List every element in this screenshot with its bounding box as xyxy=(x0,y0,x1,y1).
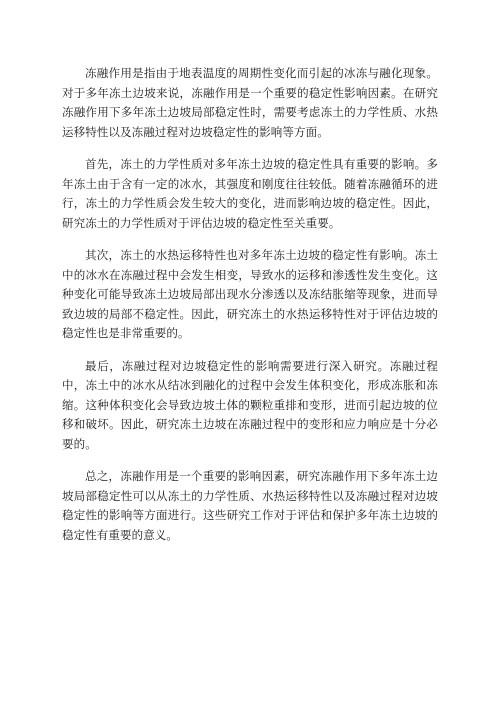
paragraph-conclusion: 总之，冻融作用是一个重要的影响因素，研究冻融作用下多年冻土边坡局部稳定性可以从冻土的力学性质、水热运移特性以及冻融过程对边坡稳定性的影响等方面进行。这些研究工作对于评估和保护多年冻土边坡的稳定性有重要的意义。 xyxy=(62,469,438,542)
document-body xyxy=(62,64,438,558)
paragraph-freeze-thaw-process: 最后，冻融过程对边坡稳定性的影响需要进行深入研究。冻融过程中，冻土中的冰水从结冰到融化的过程中会发生体积变化，形成冻胀和冻缩。这种体积变化会导致边坡土体的颗粒重排和变形，进而引起边坡的位移和破坏。因此，研究冻土边坡在冻融过程中的变形和应力响应是十分必要的。 xyxy=(62,358,438,451)
paragraph-intro: 冻融作用是指由于地表温度的周期性变化而引起的冰冻与融化现象。对于多年冻土边坡来说，冻融作用是一个重要的稳定性影响因素。在研究冻融作用下多年冻土边坡局部稳定性时，需要考虑冻土的力学性质、水热运移特性以及冻融过程对边坡稳定性的影响等方面。 xyxy=(62,66,438,139)
paragraph-mechanical-properties: 首先，冻土的力学性质对多年冻土边坡的稳定性具有重要的影响。多年冻土由于含有一定的冰水，其强度和刚度往往较低。随着冻融循环的进行，冻土的力学性质会发生较大的变化，进而影响边坡的稳定性。因此，研究冻土的力学性质对于评估边坡的稳定性至关重要。 xyxy=(62,157,438,230)
paragraph-hydrothermal-migration: 其次，冻土的水热运移特性也对多年冻土边坡的稳定性有影响。冻土中的冰水在冻融过程中会发生相变，导致水的运移和渗透性发生变化。这种变化可能导致冻土边坡局部出现水分渗透以及冻结胀缩等现象，进而导致边坡的局部不稳定性。因此，研究冻土的水热运移特性对于评估边坡的稳定性也是非常重要的。 xyxy=(62,248,438,340)
